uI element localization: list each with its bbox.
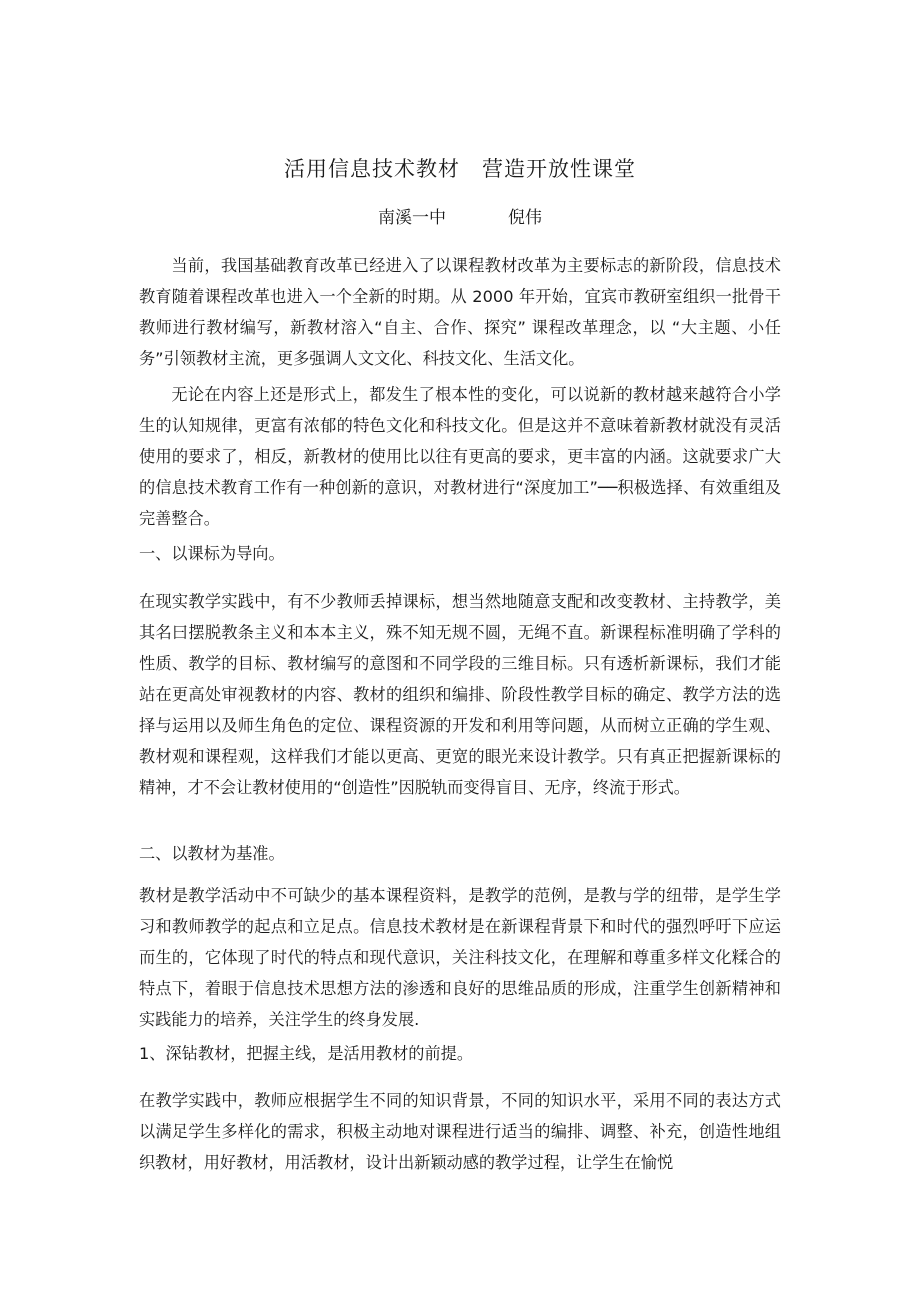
section-heading-2: 二、以教材为基准。	[139, 844, 285, 863]
paragraph-practice: 在教学实践中，教师应根据学生不同的知识背景，不同的知识水平，采用不同的表达方式以满足学生多样化的需求，积极主动地对课程进行适当的编排、调整、补充，创造性地组织教材，用好教材，用活教材，设计出新颖动感的教学过程，让学生在愉悦	[139, 1091, 781, 1172]
paragraph-intro: 当前，我国基础教育改革已经进入了以课程教材改革为主要标志的新阶段，信息技术教育随着课程改革也进入一个全新的时期。从 2000 年开始，宜宾市教研室组织一批骨干教师进行教材编写，新教材溶入“自主、合作、探究” 课程改革理念，以 “大主题、小任务”引领教材主流，更多强调人文文化、科技文化、生活文化。	[139, 256, 781, 368]
section-heading-1: 一、以课标为导向。	[139, 544, 285, 563]
document-title: 活用信息技术教材 营造开放性课堂	[284, 157, 636, 181]
paragraph-change: 无论在内容上还是形式上，都发生了根本性的变化，可以说新的教材越来越符合小学生的认知规律，更富有浓郁的特色文化和科技文化。但是这并不意味着新教材就没有灵活使用的要求了，相反，新教材的使用比以往有更高的要求，更丰富的内涵。这就要求广大的信息技术教育工作有一种创新的意识，对教材进行“深度加工”──积极选择、有效重组及完善整合。	[139, 385, 781, 528]
author-school: 南溪一中	[378, 208, 446, 228]
paragraph-standards: 在现实教学实践中，有不少教师丢掉课标，想当然地随意支配和改变教材、主持教学，美其名曰摆脱教条主义和本本主义，殊不知无规不圆，无绳不直。新课程标准明确了学科的性质、教学的目标、教材编写的意图和不同学段的三维目标。只有透析新课标，我们才能站在更高处审视教材的内容、教材的组织和编排、阶段性教学目标的确定、教学方法的选择与运用以及师生角色的定位、课程资源的开发和利用等问题，从而树立正确的学生观、教材观和课程观，这样我们才能以更高、更宽的眼光来设计教学。只有真正把握新课标的精神，才不会让教材使用的“创造性”因脱轨而变得盲目、无序，终流于形式。	[139, 592, 781, 797]
paragraph-textbook: 教材是教学活动中不可缺少的基本课程资料，是教学的范例，是教与学的纽带，是学生学习和教师教学的起点和立足点。信息技术教材是在新课程背景下和时代的强烈呼吁下应运而生的，它体现了时代的特点和现代意识，关注科技文化，在理解和尊重多样文化糅合的特点下，着眼于信息技术思想方法的渗透和良好的思维品质的形成，注重学生创新精神和实践能力的培养，关注学生的终身发展.	[139, 886, 781, 1029]
author-name: 倪伟	[508, 208, 542, 228]
subsection-heading-1: 1、深钻教材，把握主线，是活用教材的前提。	[139, 1044, 474, 1063]
author-line	[0, 204, 920, 232]
